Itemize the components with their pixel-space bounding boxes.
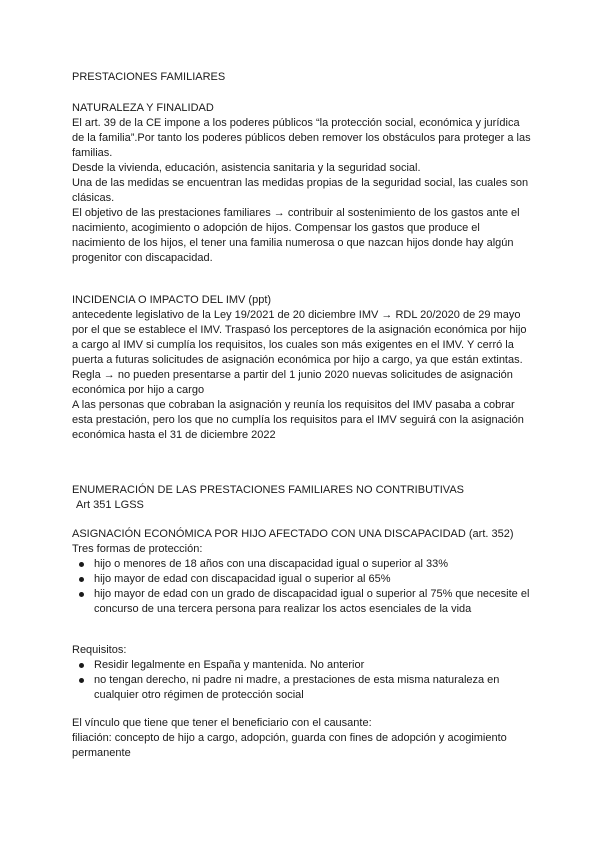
paragraph: Tres formas de protección: (72, 543, 203, 555)
paragraph: El vínculo que tiene que tener el beneficiario con el causante: (72, 717, 372, 729)
section-heading: ENUMERACIÓN DE LAS PRESTACIONES FAMILIARES NO CONTRIBUTIVAS (72, 484, 464, 496)
list-item: hijo mayor de edad con un grado de discapacidad igual o superior al 75% que necesite el concurso de una tercera persona para realizar los actos esenciales de la vida (72, 587, 532, 617)
paragraph: Desde la vivienda, educación, asistencia sanitaria y la seguridad social. (72, 162, 421, 174)
list-item: hijo o menores de 18 años con una discapacidad igual o superior al 33% (72, 557, 532, 572)
paragraph: Regla → no pueden presentarse a partir del 1 junio 2020 nuevas solicitudes de asignación económica por hijo a cargo (72, 369, 513, 396)
paragraph: El objetivo de las prestaciones familiares → contribuir al sostenimiento de los gastos ante el nacimiento, acogimiento o adopción de hijos. Compensar los gastos que produce el nacimiento de los hijos, el tener una familia numerosa o que nazcan hijos donde hay algún progenitor con discapacidad. (72, 207, 520, 264)
section-heading: ASIGNACIÓN ECONÓMICA POR HIJO AFECTADO CON UNA DISCAPACIDAD (art. 352) (72, 528, 514, 540)
section-naturaleza (72, 101, 532, 266)
list-item: Residir legalmente en España y mantenida. No anterior (72, 658, 532, 673)
section-heading: INCIDENCIA O IMPACTO DEL IMV (ppt) (72, 294, 272, 306)
paragraph: Una de las medidas se encuentran las medidas propias de la seguridad social, las cuales son clásicas. (72, 177, 529, 204)
paragraph: El art. 39 de la CE impone a los poderes públicos “la protección social, económica y jurídica de la familia”.Por tanto los poderes públicos deben remover los obstáculos para proteger a las familias. (72, 117, 531, 159)
protection-forms-list (72, 557, 532, 617)
section-requisitos (72, 643, 532, 703)
section-subheading: Art 351 LGSS (76, 499, 144, 511)
requirements-list (72, 658, 532, 703)
section-enumeracion (72, 483, 532, 513)
paragraph: A las personas que cobraban la asignación y reunía los requisitos del IMV pasaba a cobrar esta prestación, pero los que no cumplía los requisitos para el IMV seguirá con la asignación económica hasta el 31 de diciembre 2022 (72, 399, 524, 441)
paragraph: antecedente legislativo de la Ley 19/2021 de 20 diciembre IMV → RDL 20/2020 de 29 mayo por el que se establece el IMV. Traspasó los perceptores de la asignación económica por hijo a cargo al IMV si cumplía los requisitos, los cuales son más exigentes en el IMV. Y cerró la puerta a futuras solicitudes de asignación económica por hijo a cargo, ya que están extintas. (72, 309, 527, 366)
document-title-block (72, 70, 532, 85)
document-title: PRESTACIONES FAMILIARES (72, 71, 226, 83)
paragraph: filiación: concepto de hijo a cargo, adopción, guarda con fines de adopción y acogimiento permanente (72, 732, 507, 759)
section-vinculo (72, 716, 532, 761)
section-heading: NATURALEZA Y FINALIDAD (72, 102, 214, 114)
list-item: hijo mayor de edad con discapacidad igual o superior al 65% (72, 572, 532, 587)
list-item: no tengan derecho, ni padre ni madre, a prestaciones de esta misma naturaleza en cualquier otro régimen de protección social (72, 673, 532, 703)
section-incidencia (72, 293, 532, 443)
requirements-label: Requisitos: (72, 644, 127, 656)
section-asignacion (72, 527, 532, 617)
